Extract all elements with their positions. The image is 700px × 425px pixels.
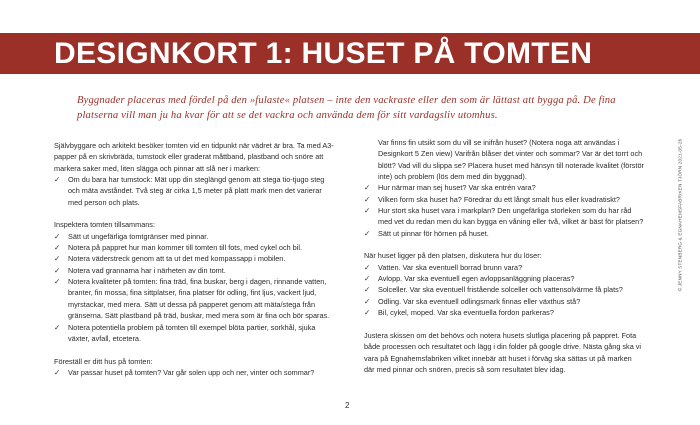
- checklist-item: [54, 265, 334, 276]
- checklist-item: [54, 322, 334, 345]
- left-paragraph-imagine: Föreställ er ditt hus på tomten:: [54, 356, 153, 366]
- checkmark-icon: ✓: [54, 231, 61, 241]
- checklist-item: [364, 307, 644, 318]
- checkmark-icon: ✓: [54, 277, 61, 287]
- checklist-item: [364, 205, 644, 228]
- copyright-credit: © JENNY STENBERG & EGNAHEMSFABRIKEN TJÖRN 2021-05-26: [677, 138, 683, 292]
- checkmark-icon: ✓: [364, 183, 371, 193]
- checkmark-icon: ✓: [364, 296, 371, 306]
- checklist-item-text: Hur närmar man sej huset? Var ska entrén vara?: [378, 183, 536, 193]
- checklist-item: [364, 182, 644, 193]
- title-banner: [0, 33, 700, 74]
- checklist-item: [54, 367, 334, 378]
- left-checklist-measure: [54, 174, 334, 208]
- checklist-item: [364, 284, 644, 295]
- checklist-item-text: Notera kvaliteter på tomten: fina träd, fina buskar, berg i dagen, rinnande vatten, branter, fin mossa, fina sittplatser, fina platser för odling, fint ljus, vackert ljud, myrstackar, med mera. Sätt ut dessa på papperet genom att mäta/stega från gränserna. Sätt plastband på träd, buskar, med mera som är fina och bör sparas.: [68, 277, 330, 321]
- checklist-item-text: Notera väderstreck genom att ta ut det med kompassapp i mobilen.: [68, 254, 286, 264]
- checklist-item: [54, 276, 334, 321]
- checkmark-icon: ✓: [54, 254, 61, 264]
- right-paragraph-continued: Var finns fin utsikt som du vill se inifrån huset? (Notera noga att användas i Designkort 5 Zen view) Varifrån blåser det vinter och sommar? Var är det torrt och blött? Vad vill du slippa se? Placera huset med hänsyn till noterade kvalitet (förstör inte) och problem (lös dem med din byggnad).: [378, 138, 644, 182]
- checklist-item: [364, 194, 644, 205]
- page-title: DESIGNKORT 1: HUSET PÅ TOMTEN: [54, 37, 593, 70]
- left-checklist-imagine: [54, 367, 334, 378]
- checkmark-icon: ✓: [54, 175, 61, 185]
- checkmark-icon: ✓: [54, 243, 61, 253]
- checklist-item-text: Solceller. Var ska eventuell fristående solceller och vattensolvärme få plats?: [378, 285, 623, 295]
- page-number: 2: [345, 401, 350, 410]
- checkmark-icon: ✓: [54, 322, 61, 332]
- checkmark-icon: ✓: [54, 367, 61, 377]
- checklist-item-text: Notera vad grannarna har i närheten av din tomt.: [68, 265, 226, 275]
- checkmark-icon: ✓: [364, 206, 371, 216]
- checklist-item-text: Var passar huset på tomten? Var går solen upp och ner, vinter och sommar?: [68, 367, 315, 377]
- left-paragraph-materials: Självbyggare och arkitekt besöker tomten vid en tidpunkt när vädret är bra. Ta med A3-papper på en skrivbräda, tumstock eller graderat måttband, plastband och snöre att markera saker med, liten slägga och pinnar att slå ner i marken:: [54, 141, 334, 173]
- checklist-item: [54, 231, 334, 242]
- checklist-item: [364, 228, 644, 239]
- right-checklist-utilities: [364, 262, 644, 319]
- checkmark-icon: ✓: [54, 265, 61, 275]
- checklist-item: [54, 174, 334, 208]
- checklist-item: [364, 262, 644, 273]
- checklist-item-text: Avlopp. Var ska eventuell egen avloppsanläggning placeras?: [378, 274, 575, 284]
- checklist-item-text: Sätt ut ungefärliga tomtgränser med pinnar.: [68, 231, 209, 241]
- checklist-item-text: Sätt ut pinnar för hörnen på huset.: [378, 228, 489, 238]
- right-paragraph-adjust: Justera skissen om det behövs och notera husets slutliga placering på pappret. Fota både processen och resultatet och lägg i din folder på google drive. Nästa gång ska vi vara på Egnahemsfabriken vilket innebär att huset i förväg ska sättas ut på marken där med pinnar och snören, precis så som resultatet blev idag.: [364, 330, 642, 374]
- left-checklist-inspect: [54, 231, 334, 344]
- checkmark-icon: ✓: [364, 285, 371, 295]
- intro-quote: Byggnader placeras med fördel på den »fulaste« platsen – inte den vackraste eller den som är lättast att bygga på. De fina platserna vill man ju ha kvar för att se det vackra och använda dem för sitt vardagsliv utomhus.: [77, 95, 616, 121]
- checklist-item-text: Om du bara har tumstock: Mät upp din steglängd genom att stega tio-tjugo steg och mäta avståndet. Två steg är cirka 1,5 meter på platt mark men det varierar med person och plats.: [68, 175, 325, 207]
- checkmark-icon: ✓: [364, 194, 371, 204]
- checklist-item-text: Bil, cykel, moped. Var ska eventuella fordon parkeras?: [378, 308, 554, 318]
- checkmark-icon: ✓: [364, 262, 371, 272]
- left-paragraph-inspect: Inspektera tomten tillsammans:: [54, 220, 155, 230]
- checklist-item-text: Odling. Var ska eventuell odlingsmark finnas eller växthus stå?: [378, 296, 581, 306]
- right-checklist-house: [364, 182, 644, 239]
- checkmark-icon: ✓: [364, 228, 371, 238]
- checkmark-icon: ✓: [364, 274, 371, 284]
- checkmark-icon: ✓: [364, 308, 371, 318]
- left-column: [54, 140, 334, 378]
- checklist-item: [54, 253, 334, 264]
- right-column: [364, 137, 644, 375]
- checklist-item: [364, 296, 644, 307]
- checklist-item-text: Vilken form ska huset ha? Föredrar du ett långt smalt hus eller kvadratiskt?: [378, 194, 620, 204]
- right-paragraph-discuss: När huset ligger på den platsen, diskutera hur du löser:: [364, 251, 542, 261]
- checklist-item-text: Notera potentiella problem på tomten till exempel blöta partier, sorkhål, sjuka växter, avfall, etcetera.: [68, 322, 316, 343]
- checklist-item: [54, 242, 334, 253]
- checklist-item-text: Vatten. Var ska eventuell borrad brunn vara?: [378, 262, 523, 272]
- checklist-item-text: Notera på pappret hur man kommer till tomten till fots, med cykel och bil.: [68, 243, 303, 253]
- checklist-item-text: Hur stort ska huset vara i markplan? Den ungefärliga storleken som du har råd med vet du redan men du kan bygga en våning eller två, vilket är bäst för platsen?: [378, 206, 644, 227]
- checklist-item: [364, 273, 644, 284]
